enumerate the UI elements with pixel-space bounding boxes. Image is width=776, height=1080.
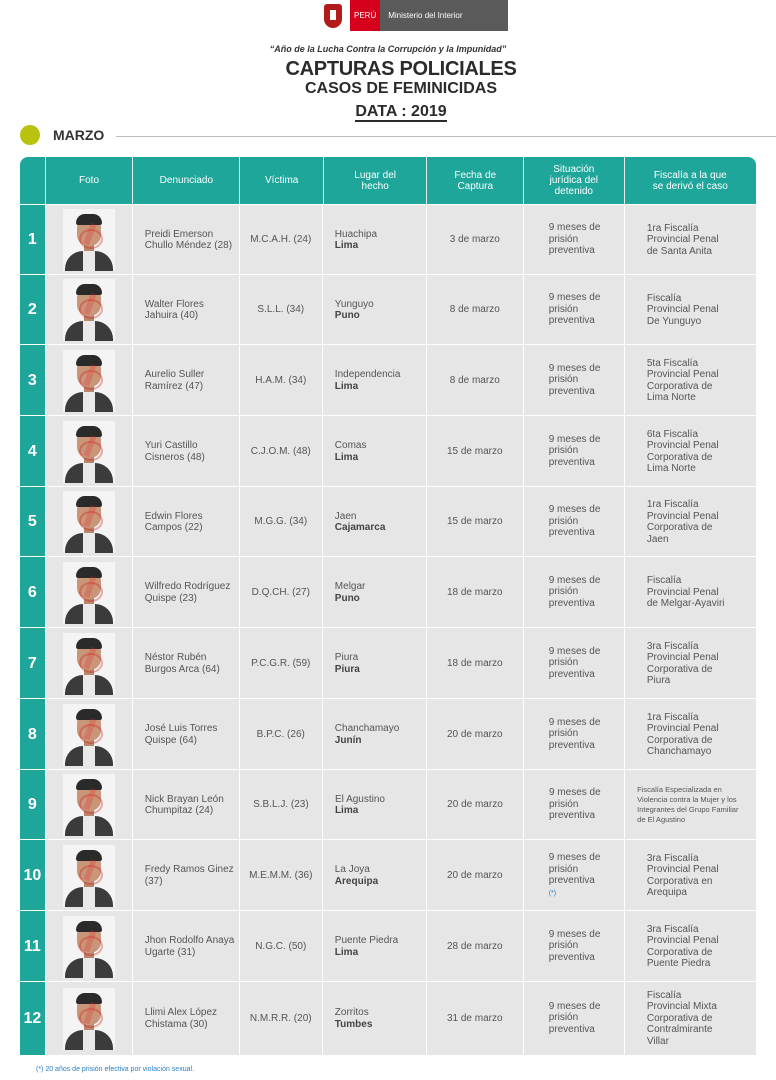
status-note: (*): [548, 889, 557, 897]
month-bullet-icon: [20, 125, 40, 145]
photo-cell: [46, 416, 133, 487]
prosecutor-cell: 3ra Fiscalía Provincial Penal Corporativa en Arequipa: [625, 840, 756, 911]
photo-cell: [46, 628, 133, 699]
prosecutor-cell: Fiscalía Especializada en Violencia contra la Mujer y los Integrantes del Grupo Familiar de El Agustino: [625, 770, 756, 840]
victim-cell: D.Q.CH. (27): [240, 557, 323, 628]
suspect-photo: [63, 704, 115, 766]
suspect-photo: [63, 209, 115, 271]
status-cell: [524, 770, 625, 840]
denunciado-cell: [133, 557, 240, 628]
prosecutor-cell: 3ra Fiscalía Provincial Penal Corporativa de Piura: [625, 628, 756, 699]
place-cell: [323, 911, 427, 982]
place-city: Independencia: [334, 369, 401, 380]
table-header: [20, 157, 756, 204]
suspect-photo: [63, 279, 115, 341]
status-text: [549, 717, 605, 753]
place-cell: [323, 345, 427, 416]
ministry-logo: [320, 0, 508, 31]
suspect-photo: [63, 988, 115, 1050]
table-row: [20, 204, 756, 275]
place-cell: [323, 840, 427, 911]
header-lugar: Lugar del hecho: [324, 157, 428, 204]
status-value: 9 meses de prisión preventiva: [548, 292, 601, 327]
status-cell: [524, 699, 625, 770]
prosecutor-cell: Fiscalía Provincial Penal De Yunguyo: [625, 275, 756, 345]
date-cell: 28 de marzo: [427, 911, 524, 982]
suspect-photo: [63, 562, 115, 624]
header-situacion: Situación jurídica del detenido: [524, 157, 625, 204]
table-row: [20, 769, 756, 840]
place-cell: [323, 557, 427, 628]
status-text: [549, 434, 605, 470]
denunciado-cell: [133, 628, 240, 699]
header-denunciado: Denunciado: [133, 157, 240, 204]
denunciado-cell: [133, 982, 240, 1055]
status-cell: [524, 275, 625, 345]
prosecutor-cell: Fiscalía Provincial Mixta Corporativa de Contralmirante Villar: [625, 982, 756, 1055]
place-city: Piura: [334, 652, 359, 663]
captures-table: [20, 157, 756, 1057]
place-region: Piura: [334, 663, 360, 675]
status-value: 9 meses de prisión preventiva: [548, 716, 601, 751]
status-value: 9 meses de prisión preventiva: [548, 1000, 601, 1035]
date-cell: 31 de marzo: [427, 982, 524, 1055]
footnote: (*) 20 años de prisión efectiva por violación sexual.: [36, 1066, 194, 1073]
date-cell: 20 de marzo: [427, 699, 524, 770]
denunciado-name: Fredy Ramos Ginez (37): [144, 864, 234, 887]
status-value: 9 meses de prisión preventiva: [548, 222, 601, 257]
denunciado-cell: [133, 487, 240, 557]
denunciado-cell: [133, 205, 240, 275]
status-cell: [524, 840, 625, 911]
victim-cell: N.G.C. (50): [240, 911, 323, 982]
status-text: [549, 363, 605, 399]
denunciado-name: Walter Flores Jahuira (40): [144, 298, 204, 321]
status-text: [549, 1001, 605, 1037]
header-victima: Víctima: [240, 157, 323, 204]
table-row: [20, 415, 756, 487]
status-text: [549, 575, 605, 611]
place-cell: [323, 628, 427, 699]
denunciado-name: Néstor Rubén Burgos Arca (64): [144, 652, 220, 675]
row-number: 1: [20, 205, 46, 275]
denunciado-name: Wilfredo Rodríguez Quispe (23): [144, 581, 231, 604]
table-row: [20, 556, 756, 628]
place-city: Puente Piedra: [334, 935, 399, 946]
status-text: [549, 292, 605, 328]
table-row: [20, 627, 756, 699]
prosecutor-cell: 1ra Fiscalía Provincial Penal de Santa Anita: [625, 205, 756, 275]
status-cell: [524, 628, 625, 699]
ministry-label: Ministerio del Interior: [380, 0, 508, 31]
status-cell: [524, 205, 625, 275]
victim-cell: S.B.L.J. (23): [240, 770, 323, 840]
row-number: 12: [20, 982, 46, 1055]
prosecutor-cell: 3ra Fiscalía Provincial Penal Corporativa de Puente Piedra: [625, 911, 756, 982]
motto: “Año de la Lucha Contra la Corrupción y la Impunidad”: [269, 44, 507, 54]
date-cell: 8 de marzo: [427, 275, 524, 345]
header-fiscalia: Fiscalía a la que se derivó el caso: [652, 169, 728, 192]
suspect-photo: [63, 845, 115, 907]
coat-of-arms-icon: [320, 0, 346, 31]
row-number: 11: [20, 911, 46, 982]
table-row: [20, 910, 756, 982]
place-region: Junín: [334, 734, 362, 746]
status-value: 9 meses de prisión preventiva: [548, 787, 601, 822]
status-value: 9 meses de prisión preventiva: [548, 852, 601, 886]
status-cell: [524, 557, 625, 628]
status-text: [549, 646, 605, 682]
page-title: CAPTURAS POLICIALES: [285, 58, 517, 80]
date-cell: 20 de marzo: [427, 770, 524, 840]
row-number: 7: [20, 628, 46, 699]
date-cell: 15 de marzo: [427, 416, 524, 487]
status-text: [549, 222, 605, 258]
photo-cell: [46, 770, 133, 840]
header-num: [20, 157, 46, 204]
place-region: Lima: [334, 946, 359, 958]
prosecutor-cell: 1ra Fiscalía Provincial Penal Corporativa de Jaen: [625, 487, 756, 557]
victim-cell: M.C.A.H. (24): [240, 205, 323, 275]
place-region: Lima: [334, 805, 359, 816]
status-cell: [524, 487, 625, 557]
date-cell: 3 de marzo: [427, 205, 524, 275]
denunciado-cell: [133, 416, 240, 487]
denunciado-name: Jhon Rodolfo Anaya Ugarte (31): [144, 935, 235, 958]
month-divider: [116, 136, 776, 137]
denunciado-name: Aurelio Suller Ramírez (47): [144, 369, 205, 392]
status-text: [549, 852, 605, 899]
place-region: Lima: [334, 240, 359, 251]
suspect-photo: [63, 774, 115, 836]
place-city: Chanchamayo: [334, 723, 400, 734]
suspect-photo: [63, 421, 115, 483]
suspect-photo: [63, 916, 115, 978]
suspect-photo: [63, 633, 115, 695]
denunciado-name: Llimi Alex López Chistama (30): [144, 1007, 218, 1030]
status-value: 9 meses de prisión preventiva: [548, 645, 601, 680]
status-text: [549, 929, 605, 965]
status-value: 9 meses de prisión preventiva: [548, 433, 601, 468]
denunciado-name: Edwin Flores Campos (22): [144, 510, 203, 533]
denunciado-cell: [133, 345, 240, 416]
photo-cell: [46, 487, 133, 557]
row-number: 9: [20, 770, 46, 840]
denunciado-name: Yuri Castillo Cisneros (48): [144, 440, 205, 463]
suspect-photo: [63, 350, 115, 412]
header-fecha: Fecha de Captura: [427, 157, 524, 204]
prosecutor-cell: 5ta Fiscalía Provincial Penal Corporativa de Lima Norte: [625, 345, 756, 416]
table-row: [20, 839, 756, 911]
peru-label: PERÚ: [350, 0, 380, 31]
photo-cell: [46, 840, 133, 911]
status-cell: [524, 416, 625, 487]
place-region: Puno: [334, 592, 360, 604]
victim-cell: B.P.C. (26): [240, 699, 323, 770]
place-city: Jaen: [334, 510, 357, 522]
photo-cell: [46, 557, 133, 628]
row-number: 8: [20, 699, 46, 770]
date-cell: 18 de marzo: [427, 628, 524, 699]
denunciado-cell: [133, 699, 240, 770]
date-cell: 20 de marzo: [427, 840, 524, 911]
row-number: 2: [20, 275, 46, 345]
row-number: 3: [20, 345, 46, 416]
photo-cell: [46, 982, 133, 1055]
denunciado-cell: [133, 770, 240, 840]
place-cell: [323, 770, 427, 840]
victim-cell: C.J.O.M. (48): [240, 416, 323, 487]
date-cell: 15 de marzo: [427, 487, 524, 557]
photo-cell: [46, 699, 133, 770]
victim-cell: S.L.L. (34): [240, 275, 323, 345]
date-cell: 8 de marzo: [427, 345, 524, 416]
place-city: Melgar: [334, 581, 366, 592]
place-cell: [323, 487, 427, 557]
denunciado-cell: [133, 275, 240, 345]
status-text: [549, 504, 605, 540]
status-value: 9 meses de prisión preventiva: [548, 362, 601, 397]
status-value: 9 meses de prisión preventiva: [548, 574, 601, 609]
page-subtitle: CASOS DE FEMINICIDAS: [304, 80, 497, 97]
row-number: 4: [20, 416, 46, 487]
row-number: 10: [20, 840, 46, 911]
place-city: La Joya: [334, 864, 370, 875]
photo-cell: [46, 205, 133, 275]
place-city: Yunguyo: [334, 298, 374, 310]
place-region: Puno: [334, 310, 360, 321]
denunciado-cell: [133, 911, 240, 982]
denunciado-name: Nick Brayan León Chumpitaz (24): [144, 793, 224, 816]
status-value: 9 meses de prisión preventiva: [548, 504, 601, 539]
place-region: Arequipa: [334, 875, 379, 887]
row-number: 5: [20, 487, 46, 557]
victim-cell: N.M.R.R. (20): [240, 982, 323, 1055]
place-region: Lima: [334, 380, 359, 392]
prosecutor-cell: 1ra Fiscalía Provincial Penal Corporativa de Chanchamayo: [625, 699, 756, 770]
victim-cell: H.A.M. (34): [240, 345, 323, 416]
prosecutor-cell: 6ta Fiscalía Provincial Penal Corporativa de Lima Norte: [625, 416, 756, 487]
header-foto: Foto: [46, 157, 133, 204]
place-cell: [323, 982, 427, 1055]
place-region: Tumbes: [334, 1018, 373, 1030]
place-cell: [323, 699, 427, 770]
status-cell: [524, 911, 625, 982]
table-row: [20, 274, 756, 345]
victim-cell: M.E.M.M. (36): [240, 840, 323, 911]
place-city: Comas: [334, 440, 367, 451]
data-year-text: DATA : 2019: [355, 103, 447, 120]
denunciado-name: José Luis Torres Quispe (64): [144, 723, 218, 746]
prosecutor-cell: Fiscalía Provincial Penal de Melgar-Ayaviri: [625, 557, 756, 628]
place-city: Zorritos: [334, 1007, 369, 1018]
table-row: [20, 698, 756, 770]
table-row: [20, 981, 756, 1055]
denunciado-cell: [133, 840, 240, 911]
row-number: 6: [20, 557, 46, 628]
date-cell: 18 de marzo: [427, 557, 524, 628]
victim-cell: M.G.G. (34): [240, 487, 323, 557]
place-region: Lima: [334, 451, 359, 463]
table-row: [20, 486, 756, 557]
denunciado-name: Preidi Emerson Chullo Méndez (28): [144, 228, 233, 251]
status-cell: [524, 345, 625, 416]
data-year: [0, 103, 776, 121]
place-region: Cajamarca: [334, 522, 386, 533]
place-cell: [323, 416, 427, 487]
photo-cell: [46, 275, 133, 345]
status-text: [549, 787, 605, 823]
victim-cell: P.C.G.R. (59): [240, 628, 323, 699]
place-cell: [323, 275, 427, 345]
month-label: MARZO: [53, 127, 105, 143]
place-city: Huachipa: [334, 228, 378, 240]
place-cell: [323, 205, 427, 275]
place-city: El Agustino: [334, 793, 385, 805]
photo-cell: [46, 911, 133, 982]
status-value: 9 meses de prisión preventiva: [548, 928, 601, 963]
status-cell: [524, 982, 625, 1055]
photo-cell: [46, 345, 133, 416]
suspect-photo: [63, 491, 115, 553]
table-row: [20, 344, 756, 416]
